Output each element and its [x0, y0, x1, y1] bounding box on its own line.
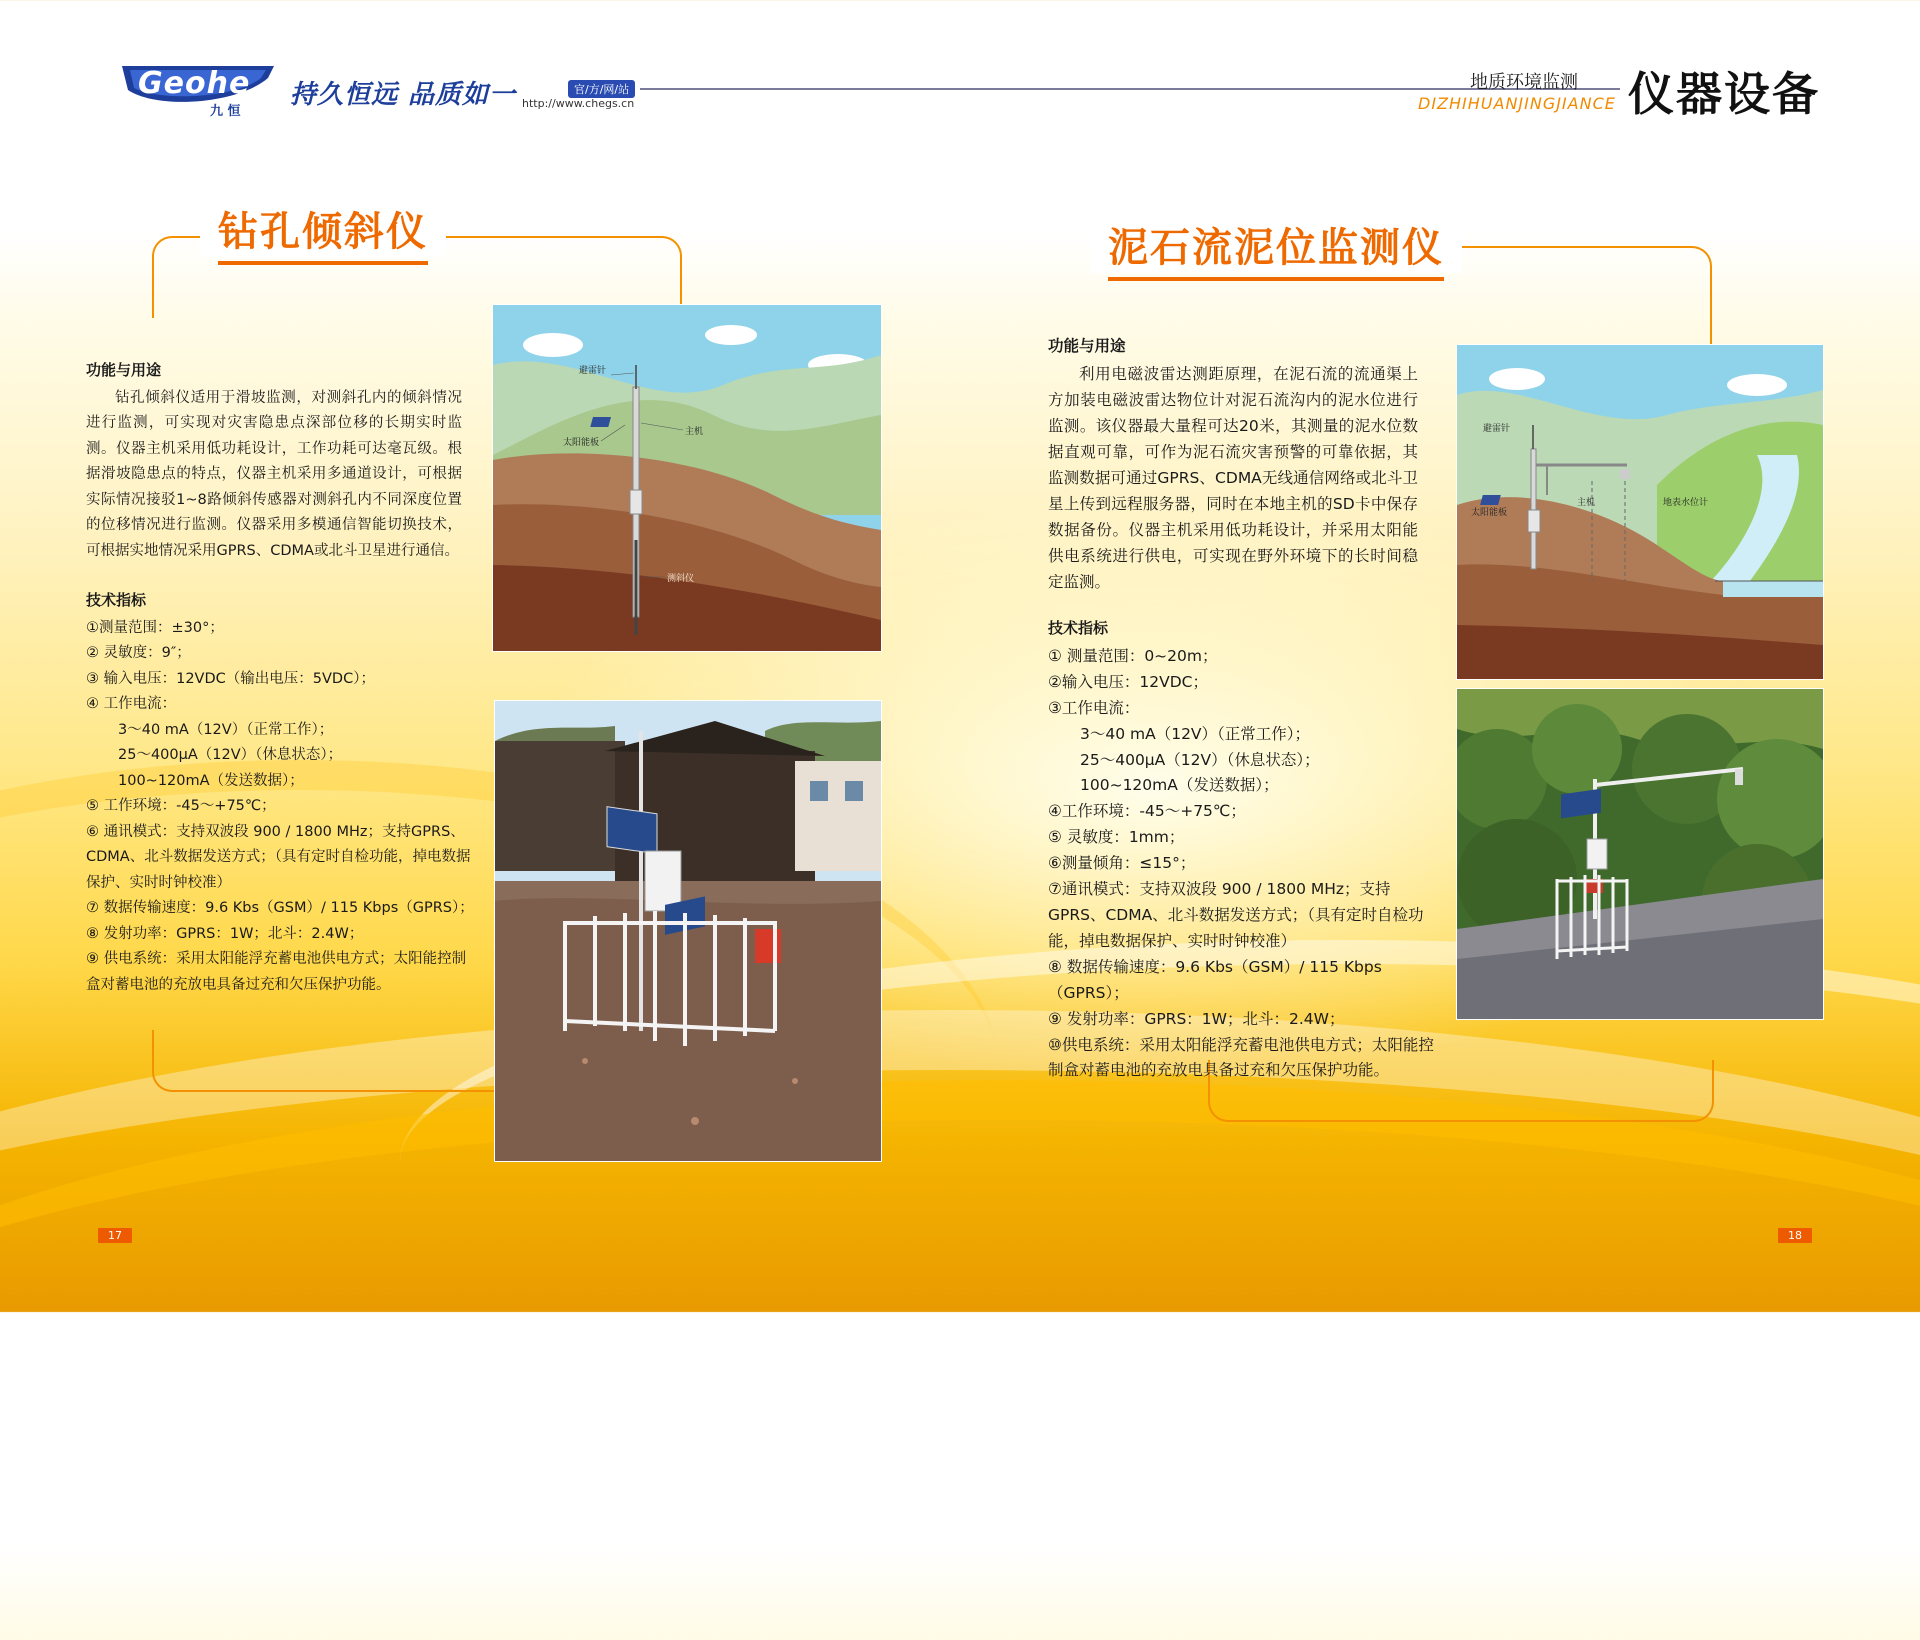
spec-item: ①测量范围：±30°；	[86, 619, 224, 636]
left-diagram-image	[492, 304, 882, 652]
header-title: 仪器设备	[1628, 67, 1820, 121]
left-spec-list	[86, 616, 476, 999]
left-section-frame	[152, 1030, 494, 1092]
logo-text: Geohe	[138, 66, 251, 101]
diagram-label-solar: 太阳能板	[563, 438, 600, 448]
website-url-link[interactable]: http://www.chegs.cn	[522, 97, 635, 110]
right-function-heading: 功能与用途	[1048, 337, 1126, 355]
spec-item: ⑧ 发射功率：GPRS：1W；北斗：2.4W；	[86, 925, 364, 942]
spec-item: ⑦ 数据传输速度：9.6 Kbs（GSM）/ 115 Kbps（GPRS）；	[86, 900, 474, 916]
right-diagram-image	[1456, 344, 1824, 680]
spec-item: ⑨ 供电系统：采用太阳能浮充蓄电池供电方式；太阳能控制盒对蓄电池的充放电具备过充和欠压保护功能。	[86, 951, 467, 993]
spec-item: 3～40 mA（12V）（正常工作）；	[118, 721, 334, 738]
right-function-text: 利用电磁波雷达测距原理，在泥石流的流通渠上方加装电磁波雷达物位计对泥石流沟内的泥水位进行监测。该仪器最大量程可达20米，其测量的泥水位数据直观可靠，可作为泥石流灾害预警的可靠依据，其监测数据可通过GPRS、CDMA无线通信网络或北斗卫星上传到远程服务器，同时在本地主机的SD卡中保存数据备份。仪器主机采用低功耗设计，并采用太阳能供电系统进行供电，可实现在野外环境下的长时间稳定监测。	[1048, 365, 1418, 591]
right-spec-list	[1048, 644, 1444, 1084]
diagram-label-lightning: 避雷针	[1483, 424, 1511, 434]
spec-item: ⑤ 工作环境：-45～+75℃；	[86, 798, 276, 814]
left-spec-block	[86, 588, 476, 998]
spec-item: 25～400μA（12V）（休息状态）；	[1080, 750, 1320, 769]
right-spec-block	[1048, 616, 1444, 1084]
spec-item: ④工作环境：-45～+75℃；	[1048, 802, 1246, 821]
diagram-label-solar: 太阳能板	[1471, 508, 1508, 518]
header-category: 地质环境监测	[1470, 72, 1578, 93]
spec-item: ⑩供电系统：采用太阳能浮充蓄电池供电方式；太阳能控制盒对蓄电池的充放电具备过充和欠压保护功能。	[1048, 1035, 1434, 1080]
spec-item: ②输入电压：12VDC；	[1048, 672, 1208, 691]
spec-item: 100~120mA（发送数据）；	[1080, 776, 1279, 795]
spec-item: 100~120mA（发送数据）；	[118, 772, 304, 789]
diagram-label-host: 主机	[1577, 498, 1596, 508]
header-category-pinyin: DIZHIHUANJINGJIANCE	[1418, 94, 1616, 113]
spec-item: ⑦通讯模式：支持双波段 900 / 1800 MHz；支持GPRS、CDMA、北斗数据发送方式；（具有定时自检功能，掉电数据保护、实时时钟校准）	[1048, 880, 1424, 950]
spec-item: ④ 工作电流：	[86, 696, 177, 712]
diagram-label-sensor: 测斜仪	[667, 574, 695, 584]
left-spec-heading: 技术指标	[86, 591, 147, 609]
left-site-photo	[494, 700, 882, 1162]
spec-item: ⑥测量倾角：≤15°；	[1048, 854, 1196, 873]
spec-item: ⑤ 灵敏度：1mm；	[1048, 828, 1185, 847]
left-function-block	[86, 358, 462, 564]
background-swoosh	[0, 1080, 1920, 1640]
page-number-right: 18	[1778, 1228, 1812, 1243]
left-section-title: 钻孔倾斜仪	[200, 200, 446, 257]
spec-item: 3～40 mA（12V）（正常工作）；	[1080, 724, 1311, 743]
right-spec-heading: 技术指标	[1048, 619, 1109, 637]
diagram-label-gauge: 地表水位计	[1663, 498, 1709, 508]
diagram-label-lightning: 避雷针	[579, 366, 607, 376]
right-section-frame	[1440, 246, 1712, 348]
spec-item: ⑥ 通讯模式：支持双波段 900 / 1800 MHz；支持GPRS、CDMA、北斗数据发送方式；（具有定时自检功能，掉电数据保护、实时时钟校准）	[86, 823, 471, 891]
right-site-photo	[1456, 688, 1824, 1020]
logo-subtext: 九 恒	[210, 104, 241, 119]
left-function-heading: 功能与用途	[86, 361, 162, 379]
spec-item: ⑨ 发射功率：GPRS：1W；北斗：2.4W；	[1048, 1009, 1345, 1028]
left-function-text: 钻孔倾斜仪适用于滑坡监测，对测斜孔内的倾斜情况进行监测，可实现对灾害隐患点深部位移的长期实时监测。仪器主机采用低功耗设计，工作功耗可达毫瓦级。根据滑坡隐患点的特点，仪器主机采用多通道设计，可根据实际情况接驳1~8路倾斜传感器对测斜孔内不同深度位置的位移情况进行监测。仪器采用多模通信智能切换技术，可根据实地情况采用GPRS、CDMA或北斗卫星进行通信。	[86, 389, 462, 559]
right-section-title: 泥石流泥位监测仪	[1090, 216, 1462, 273]
spec-item: ⑧ 数据传输速度：9.6 Kbs（GSM）/ 115 Kbps（GPRS）；	[1048, 957, 1382, 1002]
spec-item: ① 测量范围：0~20m；	[1048, 646, 1218, 665]
page-number-left: 17	[98, 1228, 132, 1243]
spec-item: ③工作电流：	[1048, 698, 1140, 717]
diagram-label-host: 主机	[685, 427, 704, 437]
right-function-block	[1048, 333, 1418, 595]
spec-item: ③ 输入电压：12VDC（输出电压：5VDC）；	[86, 670, 375, 687]
website-badge[interactable]: 官/方/网/站	[568, 80, 635, 98]
slogan: 持久恒远 品质如一	[290, 80, 517, 110]
spec-item: 25～400μA（12V）（休息状态）；	[118, 747, 343, 763]
spec-item: ② 灵敏度：9″；	[86, 645, 191, 661]
